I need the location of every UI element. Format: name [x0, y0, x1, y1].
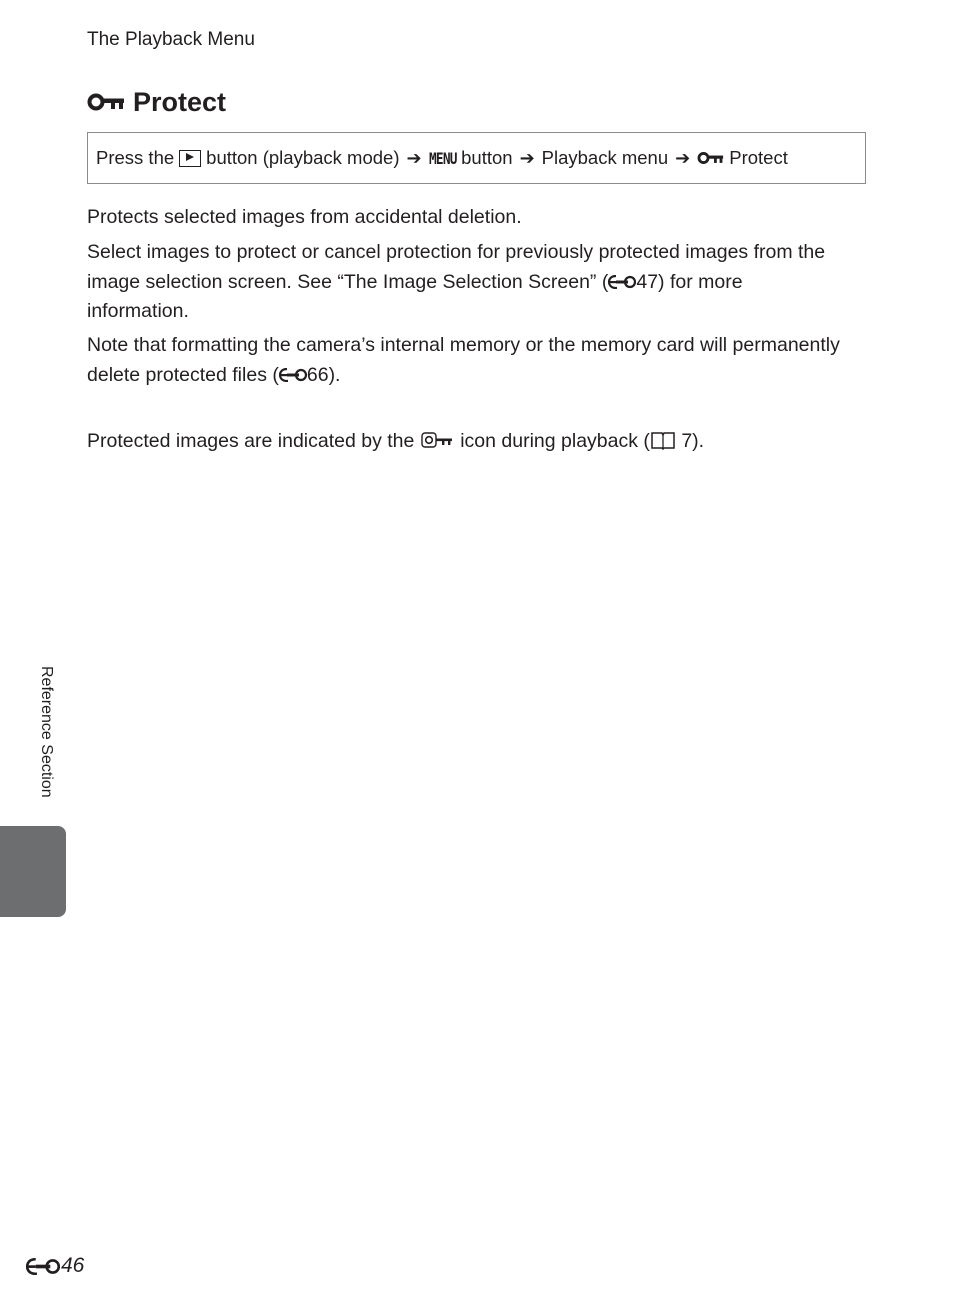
- paragraph-indicator-text: Protected images are indicated by the: [87, 430, 415, 452]
- nav-playback-menu: Playback menu: [541, 147, 669, 168]
- paragraph-intro: Protects selected images from accidental deletion.: [87, 206, 522, 228]
- playback-button-icon: [179, 150, 201, 167]
- running-head: The Playback Menu: [87, 29, 255, 50]
- ref-page-66: 66: [306, 363, 329, 386]
- side-tab-label: [34, 666, 58, 816]
- arrow-right-icon: ➔: [519, 147, 535, 168]
- arrow-right-icon: ➔: [406, 147, 422, 168]
- paragraph-indicator: [87, 427, 847, 457]
- page-number: [26, 1252, 84, 1280]
- menu-button-icon: MENU: [428, 148, 457, 168]
- paragraph-select-text: Select images to protect or cancel protection for previously protected images from the image selection screen. See “The Image Selection Screen” (: [87, 241, 826, 293]
- paragraph-format-end: ).: [328, 363, 341, 386]
- protect-key-icon: [87, 92, 125, 112]
- reference-section-icon: [279, 368, 307, 382]
- paragraph-format-note: [87, 331, 847, 390]
- protect-key-icon: [697, 151, 724, 165]
- nav-press-the: Press the: [96, 147, 175, 168]
- protect-indicator-icon: [421, 430, 454, 450]
- menu-path-box: [87, 132, 866, 184]
- reference-section-icon: [608, 275, 636, 289]
- nav-playback-mode: button (playback mode): [206, 147, 400, 168]
- side-tab-marker: [0, 826, 66, 917]
- ref-page-47: 47: [636, 270, 659, 293]
- paragraph-format-text: Note that formatting the camera’s internal memory or the memory card will permanently delete protected files (: [87, 334, 840, 386]
- book-reference-icon: [650, 431, 676, 450]
- nav-protect: Protect: [729, 147, 788, 168]
- paragraph-indicator-end: ).: [692, 430, 705, 452]
- arrow-right-icon: ➔: [675, 147, 691, 168]
- paragraph-indicator-mid: icon during playback (: [460, 430, 650, 452]
- page-number-text: 46: [61, 1254, 85, 1277]
- section-title: [87, 84, 226, 120]
- reference-section-icon: [26, 1258, 60, 1275]
- nav-menu-button: button: [461, 147, 513, 168]
- paragraph-select: [87, 238, 847, 327]
- paragraph-select-end: ) for more information.: [87, 270, 743, 322]
- section-title-text: Protect: [133, 86, 227, 117]
- side-tab-text: Reference Section: [38, 666, 55, 798]
- ref-page-7: 7: [681, 430, 693, 452]
